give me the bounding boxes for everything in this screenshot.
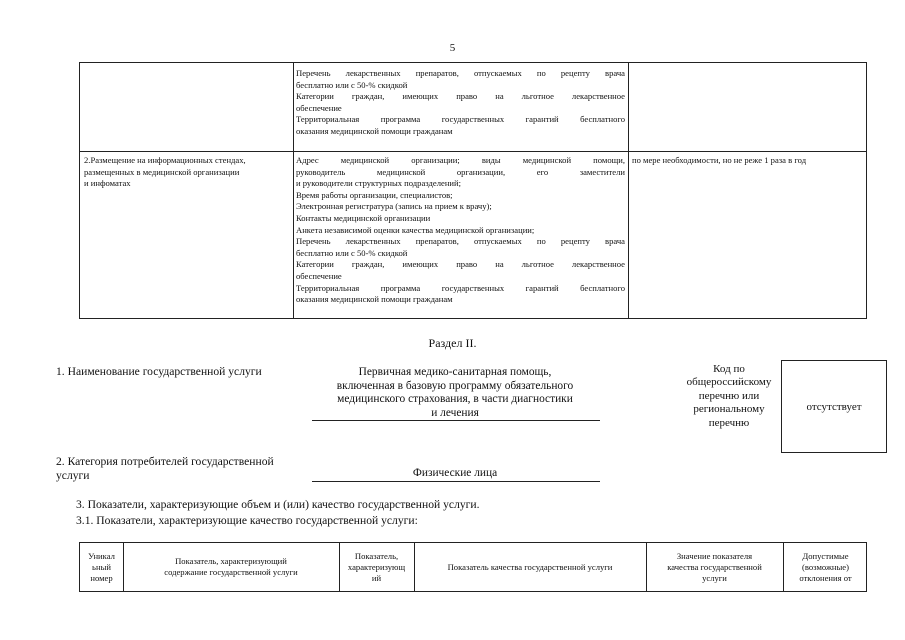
service-name-label: 1. Наименование государственной услуги: [56, 365, 262, 378]
text-line: и инфоматах: [84, 178, 131, 189]
header-quality-indicator: [414, 543, 646, 591]
text-line: Адрес медицинской организации; виды медицинской помощи,: [296, 155, 625, 165]
text-line: руководитель медицинской организации, его заместители: [296, 166, 625, 177]
consumer-category-value: Физические лица: [412, 467, 498, 479]
text-line: Значение показателя: [676, 550, 753, 561]
text-line: по мере необходимости, но не реже 1 раза в год: [632, 155, 807, 165]
text-line: (возможные): [802, 561, 849, 572]
text-line: бесплатно или с 50-% скидкой: [296, 247, 408, 258]
text-line: и лечения: [431, 406, 479, 419]
table-row-2-content: [296, 155, 625, 306]
text-line: услуги: [56, 469, 90, 482]
text-line: перечню или: [698, 389, 760, 402]
text-line: 2.Размещение на информационных стендах,: [84, 155, 246, 165]
page-number: 5: [449, 42, 456, 54]
text-line: качества государственной: [667, 561, 762, 572]
code-label: [668, 363, 790, 430]
text-line: перечню: [708, 416, 750, 429]
table-row-2-method-name: [84, 155, 290, 190]
section-title: Раздел II.: [428, 336, 477, 350]
text-line: Код по: [713, 363, 745, 375]
text-line: Перечень лекарственных препаратов, отпускаемых по рецепту врача: [296, 68, 625, 78]
text-line: медицинского страхования, в части диагностики: [337, 393, 573, 405]
text-line: Территориальная программа государственных гарантий бесплатного: [296, 114, 625, 125]
indicators-heading: 3. Показатели, характеризующие объем и (или) качество государственной услуги.: [76, 498, 480, 511]
header-indicator-value: [646, 543, 783, 591]
text-line: и руководители структурных подразделений;: [296, 178, 462, 189]
table-divider: [293, 63, 294, 318]
underline: [312, 481, 600, 482]
text-line: Электронная регистратура (запись на прием к врачу);: [296, 201, 492, 212]
header-allowed-deviations: [783, 543, 868, 591]
text-line: Показатель качества государственной услуги: [447, 561, 613, 572]
text-line: Анкета независимой оценки качества медицинской организации;: [296, 224, 535, 235]
header-unique-number: [80, 543, 123, 591]
text-line: отклонения от: [799, 572, 852, 583]
text-line: содержание государственной услуги: [164, 567, 298, 577]
text-line: Категории граждан, имеющих право на льготное лекарственное: [296, 91, 625, 102]
text-line: характеризующ: [347, 561, 406, 572]
info-table: [79, 62, 867, 319]
text-line: оказания медицинской помощи гражданам: [296, 294, 453, 305]
text-line: 2. Категория потребителей государственной: [56, 455, 274, 468]
text-line: Показатель,: [354, 550, 399, 561]
text-line: обеспечение: [296, 102, 342, 113]
text-line: размещенных в медицинской организации: [84, 166, 240, 177]
text-line: ьный: [92, 561, 111, 572]
text-line: Уникал: [88, 550, 115, 561]
consumer-category-label: [56, 455, 274, 483]
text-line: Перечень лекарственных препаратов, отпускаемых по рецепту врача: [296, 236, 625, 247]
text-line: Первичная медико-санитарная помощь,: [358, 366, 552, 378]
code-value-box: [781, 360, 887, 453]
table-row-divider: [80, 151, 866, 152]
text-line: обеспечение: [296, 270, 342, 281]
service-name-value: [310, 366, 600, 420]
text-line: Показатель, характеризующий: [175, 556, 287, 566]
text-line: Допустимые: [802, 550, 849, 561]
header-service-content: [123, 543, 339, 591]
text-line: бесплатно или с 50-% скидкой: [296, 79, 408, 90]
text-line: номер: [90, 572, 113, 583]
header-conditions: [339, 543, 414, 591]
text-line: оказания медицинской помощи гражданам: [296, 125, 453, 136]
text-line: региональному: [693, 403, 765, 416]
underline: [312, 420, 600, 421]
text-line: включенная в базовую программу обязательного: [336, 379, 574, 392]
text-line: Время работы организации, специалистов;: [296, 189, 453, 200]
table-row-1-methods: [296, 68, 625, 138]
quality-heading: 3.1. Показатели, характеризующие качество государственной услуги:: [76, 514, 418, 527]
quality-indicators-table: [79, 542, 867, 592]
text-line: услуги: [702, 572, 727, 583]
text-line: Территориальная программа государственных гарантий бесплатного: [296, 282, 625, 293]
text-line: общероссийскому: [686, 376, 772, 389]
table-row-2-frequency: [632, 155, 866, 167]
text-line: Контакты медицинской организации: [296, 212, 431, 223]
table-divider: [628, 63, 629, 318]
text-line: Категории граждан, имеющих право на льготное лекарственное: [296, 259, 625, 270]
code-value: отсутствует: [806, 400, 862, 413]
text-line: ий: [371, 572, 382, 583]
